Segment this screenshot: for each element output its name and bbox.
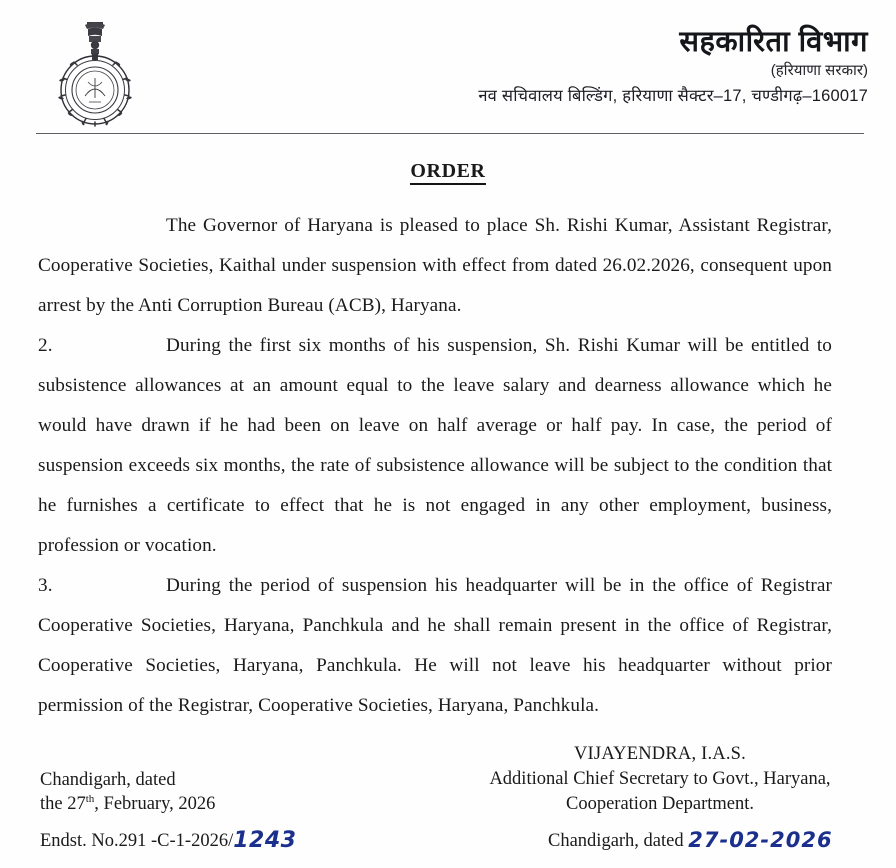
issue-date-suffix: , February, 2026 xyxy=(94,794,216,814)
issue-place: Chandigarh, dated xyxy=(40,770,176,790)
paragraph-3-number: 3. xyxy=(38,575,53,596)
signature-block xyxy=(452,742,868,817)
department-name: सहकारिता विभाग xyxy=(679,26,868,58)
endorsement-place: Chandigarh, dated xyxy=(548,831,684,851)
header-divider xyxy=(36,133,864,134)
order-title-text: ORDER xyxy=(410,160,485,185)
endorsement-number xyxy=(40,828,296,853)
government-name: (हरियाणा सरकार) xyxy=(770,62,868,80)
issue-date xyxy=(40,792,215,816)
document-body xyxy=(38,206,832,726)
haryana-government-emblem-icon xyxy=(52,16,138,128)
signatory-department: Cooperation Department. xyxy=(565,794,755,814)
paragraph-2 xyxy=(38,326,832,566)
paragraph-2-text: During the first six months of his suspension, Sh. Rishi Kumar will be entitled to subsistence allowances at an amount equal to the leave salary and dearness allowance which he would have drawn if he had been on leave on half average or half pay. In case, the period of suspension exceeds six months, the rate of subsistence allowance will be subject to the condition that he furnishes a certificate to effect that he is not engaged in any other employment, business, profession or vocation. xyxy=(38,335,832,556)
issue-date-prefix: the 27 xyxy=(40,794,86,814)
paragraph-3 xyxy=(38,566,832,726)
paragraph-3-text: During the period of suspension his headquarter will be in the office of Registrar Cooperative Societies, Haryana, Panchkula and he shall remain present in the office of Registrar, Cooperative Societies, Haryana, Panchkula. He will not leave his headquarter without prior permission of the Registrar, Cooperative Societies, Haryana, Panchkula. xyxy=(38,575,832,716)
endorsement-date-handwritten: 27-02-2026 xyxy=(688,828,833,852)
endorsement-place-date xyxy=(548,828,833,852)
letterhead-header xyxy=(0,0,896,132)
issue-place-date xyxy=(40,768,215,816)
department-address: नव सचिवालय बिल्डिंग, हरियाणा सैक्टर–17, चण्डीगढ़–160017 xyxy=(478,86,868,105)
paragraph-2-number: 2. xyxy=(38,335,53,356)
page-title xyxy=(0,160,896,183)
endorsement-number-handwritten: 1243 xyxy=(233,828,297,853)
signatory-designation: Additional Chief Secretary to Govt., Haryana, xyxy=(489,769,831,789)
signatory-name: VIJAYENDRA, I.A.S. xyxy=(574,744,746,764)
paragraph-1: The Governor of Haryana is pleased to place Sh. Rishi Kumar, Assistant Registrar, Cooperative Societies, Kaithal under suspension with effect from dated 26.02.2026, consequent upon arrest by the Anti Corruption Bureau (ACB), Haryana. xyxy=(38,215,832,316)
endorsement-label: Endst. No.291 -C-1-2026/ xyxy=(40,831,234,851)
header-text-block xyxy=(348,26,868,107)
issue-date-ordinal: th xyxy=(85,792,95,805)
